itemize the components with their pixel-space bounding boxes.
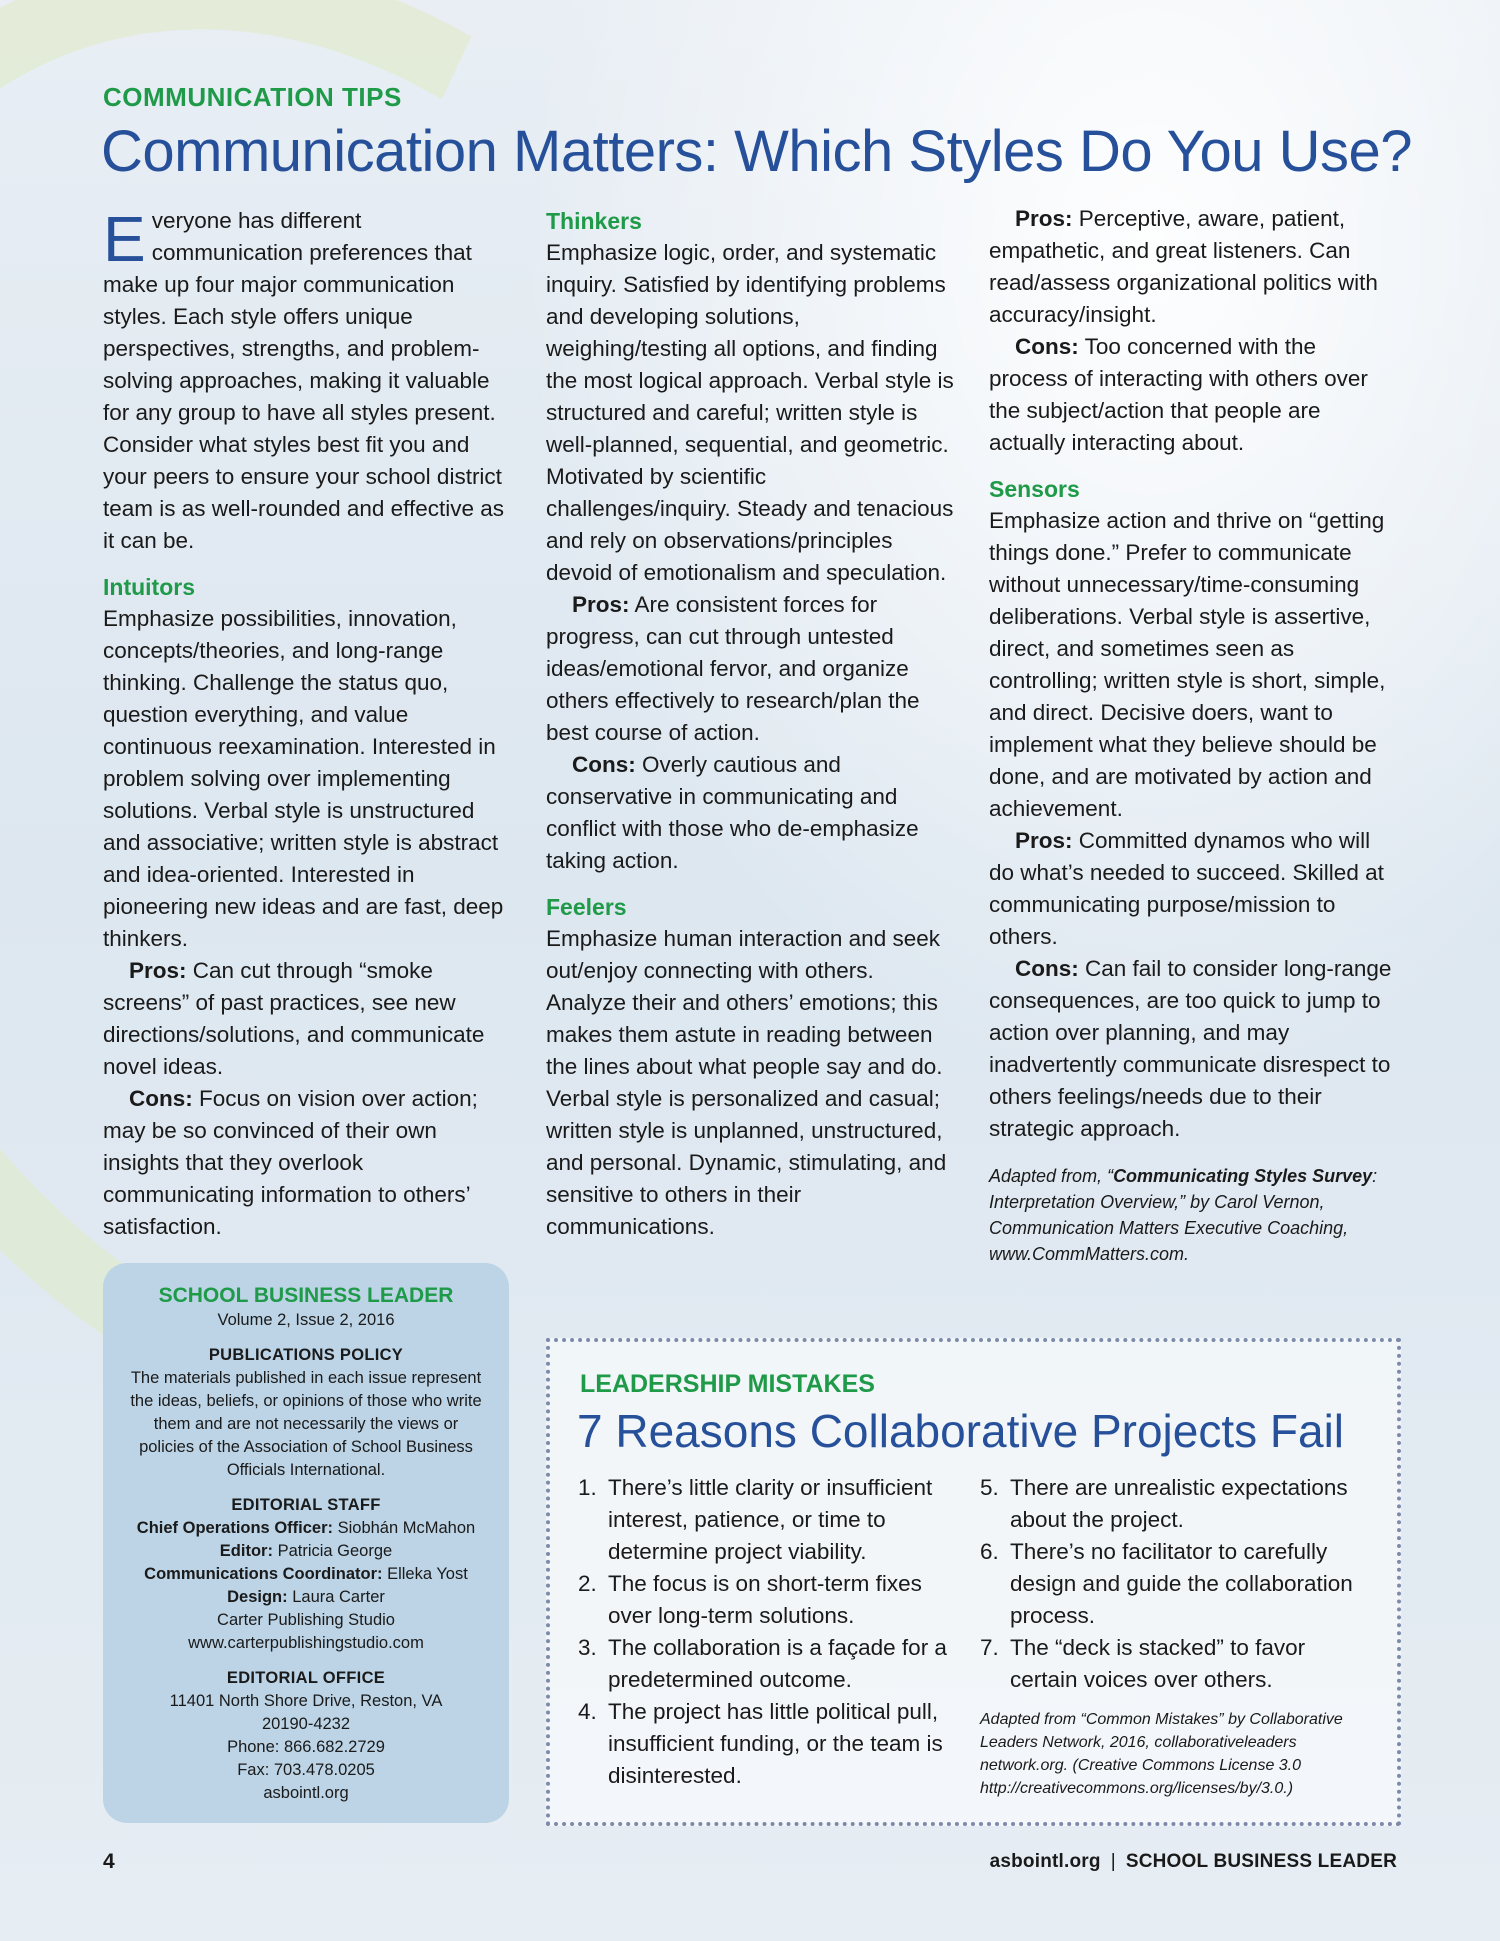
office-fax: Fax: 703.478.0205 xyxy=(237,1761,375,1779)
footer-publication-name: SCHOOL BUSINESS LEADER xyxy=(1125,1851,1397,1872)
item-number: 2. xyxy=(578,1571,597,1596)
article-credit xyxy=(989,1163,1399,1267)
credit-survey-title: Communicating Styles Survey xyxy=(1113,1166,1373,1186)
staff-heading: EDITORIAL STAFF xyxy=(231,1496,381,1514)
masthead-sidebar xyxy=(103,1263,509,1823)
office-address-line1: 11401 North Shore Drive, Reston, VA xyxy=(169,1692,443,1710)
sensors-pros-text: Committed dynamos who will do what’s needed to succeed. Skilled at communicating purpose/mission to others. xyxy=(989,828,1384,949)
office-address-line2: 20190-4232 xyxy=(261,1715,351,1733)
pros-label: Pros: xyxy=(129,958,187,983)
staff-row xyxy=(103,1586,509,1609)
masthead-title: SCHOOL BUSINESS LEADER xyxy=(158,1284,454,1307)
thinkers-body: Emphasize logic, order, and systematic inquiry. Satisfied by identifying problems and developing solutions, weighing/testing all options, and finding the most logical approach. Verbal style is structured and careful; written style is well-planned, sequential, and geometric. Motivated by scientific challenges/inquiry. Steady and tenacious and rely on observations/principles devoid of emotionalism and speculation. xyxy=(546,240,954,585)
item-text: There’s no facilitator to carefully design and guide the collaboration process. xyxy=(1010,1539,1353,1628)
sensors-cons xyxy=(989,953,1399,1145)
item-number: 1. xyxy=(578,1475,597,1500)
intuitors-pros xyxy=(103,955,505,1083)
column-2 xyxy=(546,205,956,1243)
intuitors-heading: Intuitors xyxy=(103,574,195,600)
cons-label: Cons: xyxy=(1015,334,1079,359)
drop-cap: E xyxy=(103,203,146,275)
staff-name: Laura Carter xyxy=(292,1588,385,1606)
feelers-cons-text: Too concerned with the process of interacting with others over the subject/action that people are actually interacting about. xyxy=(989,334,1368,455)
thinkers-pros xyxy=(546,589,956,749)
list-item xyxy=(980,1632,1375,1696)
feelers-body: Emphasize human interaction and seek out/enjoy connecting with others. Analyze their and others’ emotions; this makes them astute in reading between the lines about what people say and do. Verbal style is personalized and casual; written style is unplanned, unstructured, and personal. Dynamic, stimulating, and sensitive to others in their communications. xyxy=(546,926,947,1239)
feelers-pros xyxy=(989,203,1399,331)
item-text: The focus is on short-term fixes over long-term solutions. xyxy=(608,1571,922,1628)
pros-label: Pros: xyxy=(572,592,630,617)
box-title: 7 Reasons Collaborative Projects Fail xyxy=(577,1405,1345,1457)
item-number: 4. xyxy=(578,1699,597,1724)
feelers-heading: Feelers xyxy=(546,894,627,920)
sensors-heading: Sensors xyxy=(989,476,1080,502)
item-text: The collaboration is a façade for a predetermined outcome. xyxy=(608,1635,947,1692)
staff-row xyxy=(103,1540,509,1563)
box-kicker: LEADERSHIP MISTAKES xyxy=(580,1370,875,1398)
reasons-list-left xyxy=(578,1472,958,1792)
item-text: The “deck is stacked” to favor certain voices over others. xyxy=(1010,1635,1306,1692)
intro-paragraph xyxy=(103,205,505,557)
staff-role: Chief Operations Officer: xyxy=(136,1519,333,1537)
leadership-mistakes-box xyxy=(546,1338,1401,1826)
list-item xyxy=(980,1472,1375,1536)
footer-publication xyxy=(990,1851,1397,1873)
list-item xyxy=(578,1632,958,1696)
article-title: Communication Matters: Which Styles Do You Use? xyxy=(101,119,1413,184)
policy-heading: PUBLICATIONS POLICY xyxy=(208,1346,404,1364)
column-3 xyxy=(989,203,1399,1267)
intuitors-cons-text: Focus on vision over action; may be so convinced of their own insights that they overlook communicating information to others’ satisfaction. xyxy=(103,1086,478,1239)
item-number: 3. xyxy=(578,1635,597,1660)
reasons-list-right xyxy=(980,1472,1375,1696)
staff-name: Patricia George xyxy=(277,1542,393,1560)
intuitors-pros-text: Can cut through “smoke screens” of past practices, see new directions/solutions, and communicate novel ideas. xyxy=(103,958,485,1079)
item-text: There’s little clarity or insufficient interest, patience, or time to determine project viability. xyxy=(608,1475,933,1564)
policy-text: The materials published in each issue represent the ideas, beliefs, or opinions of those who write them and are not necessarily the views or policies of the Association of School Business Officials International. xyxy=(130,1369,482,1479)
pros-label: Pros: xyxy=(1015,828,1073,853)
cons-label: Cons: xyxy=(129,1086,193,1111)
staff-row xyxy=(103,1563,509,1586)
item-text: The project has little political pull, insufficient funding, or the team is disinterested. xyxy=(608,1699,943,1788)
list-item xyxy=(578,1696,958,1792)
design-company: Carter Publishing Studio xyxy=(217,1611,395,1629)
intuitors-cons xyxy=(103,1083,505,1243)
staff-row xyxy=(103,1517,509,1540)
staff-role: Design: xyxy=(227,1588,288,1606)
sensors-pros xyxy=(989,825,1399,953)
pros-label: Pros: xyxy=(1015,206,1073,231)
cons-label: Cons: xyxy=(1015,956,1079,981)
footer-site[interactable]: asbointl.org xyxy=(989,1851,1101,1872)
sensors-cons-text: Can fail to consider long-range consequences, are too quick to jump to action over planning, and may inadvertently communicate disrespect to others feelings/needs due to their strategic approach. xyxy=(989,956,1392,1141)
item-text: There are unrealistic expectations about the project. xyxy=(1010,1475,1348,1532)
masthead-issue: Volume 2, Issue 2, 2016 xyxy=(217,1311,395,1329)
list-item xyxy=(578,1568,958,1632)
list-item xyxy=(578,1472,958,1568)
intuitors-body: Emphasize possibilities, innovation, concepts/theories, and long-range thinking. Challenge the status quo, question everything, and value continuous reexamination. Interested in problem solving over implementing solutions. Verbal style is unstructured and associative; written style is abstract and idea-oriented. Interested in pioneering new ideas and are fast, deep thinkers. xyxy=(103,606,504,951)
office-phone: Phone: 866.682.2729 xyxy=(227,1738,385,1756)
item-number: 7. xyxy=(980,1635,999,1660)
cons-label: Cons: xyxy=(572,752,636,777)
feelers-cons xyxy=(989,331,1399,459)
page-number: 4 xyxy=(103,1850,115,1873)
feelers-pros-text: Perceptive, aware, patient, empathetic, and great listeners. Can read/assess organizational politics with accuracy/insight. xyxy=(989,206,1378,327)
intro-text: veryone has different communication preferences that make up four major communication styles. Each style offers unique perspectives, strengths, and problem-solving approaches, making it valuable for any group to have all styles present. Consider what styles best fit you and your peers to ensure your school district team is as well-rounded and effective as it can be. xyxy=(103,208,505,553)
box-credit: Adapted from “Common Mistakes” by Collaborative Leaders Network, 2016, collaborativeleaders network.org. (Creative Commons License 3.0 http://creativecommons.org/licenses/by/3.0.) xyxy=(980,1711,1343,1797)
credit-prefix: Adapted from, “ xyxy=(989,1166,1114,1186)
office-heading: EDITORIAL OFFICE xyxy=(226,1669,386,1687)
staff-name: Siobhán McMahon xyxy=(337,1519,476,1537)
office-website[interactable]: asbointl.org xyxy=(263,1784,349,1802)
thinkers-cons-text: Overly cautious and conservative in communicating and conflict with those who de-emphasize taking action. xyxy=(546,752,919,873)
credit-suffix: : Interpretation Overview,” by Carol Vernon, Communication Matters Executive Coaching, www.CommMatters.com. xyxy=(989,1166,1378,1264)
item-number: 6. xyxy=(980,1539,999,1564)
thinkers-heading: Thinkers xyxy=(546,208,642,234)
list-item xyxy=(980,1536,1375,1632)
staff-role: Editor: xyxy=(219,1542,273,1560)
design-url[interactable]: www.carterpublishingstudio.com xyxy=(188,1634,424,1652)
staff-name: Elleka Yost xyxy=(387,1565,468,1583)
column-1 xyxy=(103,205,505,1243)
thinkers-cons xyxy=(546,749,956,877)
staff-role: Communications Coordinator: xyxy=(144,1565,383,1583)
thinkers-pros-text: Are consistent forces for progress, can cut through untested ideas/emotional fervor, and organize others effectively to research/plan the best course of action. xyxy=(546,592,920,745)
footer-separator: | xyxy=(1110,1851,1116,1872)
section-kicker: COMMUNICATION TIPS xyxy=(103,82,402,112)
sensors-body: Emphasize action and thrive on “getting things done.” Prefer to communicate without unnecessary/time-consuming deliberations. Verbal style is assertive, direct, and sometimes seen as controlling; written style is short, simple, and direct. Decisive doers, want to implement what they believe should be done, and are motivated by action and achievement. xyxy=(989,508,1386,821)
item-number: 5. xyxy=(980,1475,999,1500)
